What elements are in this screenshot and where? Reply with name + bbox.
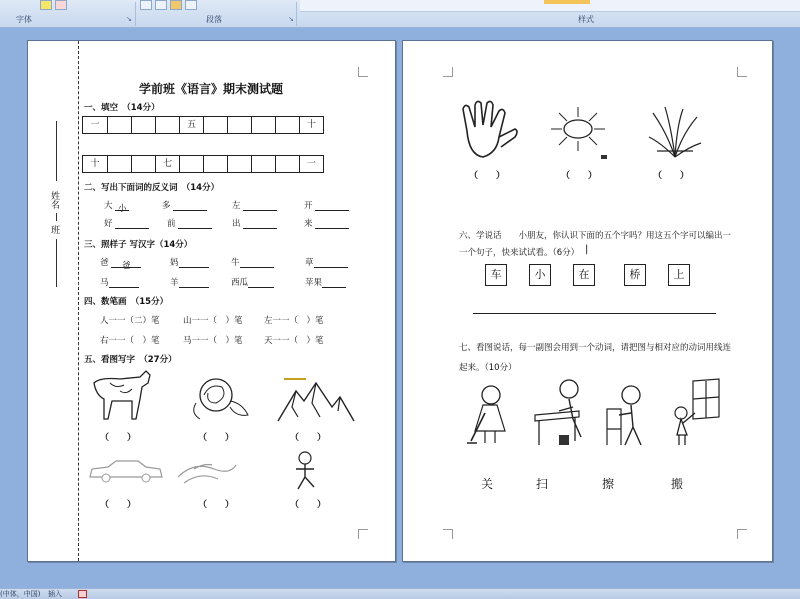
paragraph-dialog-launcher-icon[interactable]: ↘ bbox=[288, 15, 294, 23]
page-title: 学前班《语言》期末测试题 bbox=[139, 82, 284, 96]
crop-mark bbox=[737, 67, 747, 77]
verb-label: 搬 bbox=[671, 477, 684, 491]
verb-label: 擦 bbox=[602, 477, 615, 491]
status-bar bbox=[0, 588, 800, 599]
hand-image bbox=[457, 97, 523, 163]
macro-record-icon[interactable] bbox=[78, 590, 87, 598]
font-toolbar[interactable] bbox=[40, 0, 67, 10]
ribbon bbox=[0, 0, 800, 28]
mountains-image bbox=[276, 377, 356, 425]
boy-wiping-table-image bbox=[533, 377, 595, 449]
section-3-heading: 三、照样子 写汉字（14分） bbox=[84, 240, 193, 250]
styles-gallery[interactable] bbox=[300, 0, 800, 12]
section-6-heading: 六、学说话 小朋友，你认识下面的五个字吗？用这五个字可以编出一 bbox=[459, 231, 732, 241]
char-box: 车 bbox=[485, 264, 507, 286]
section-4-heading: 四、数笔画 （15分） bbox=[84, 297, 169, 307]
font-color-icon[interactable] bbox=[55, 0, 67, 10]
binding-name-label: 姓名 bbox=[49, 191, 59, 209]
section-5-heading: 五、看图写字 （27分） bbox=[84, 355, 177, 365]
wind-image bbox=[174, 457, 240, 487]
paragraph-group-label: 段落 bbox=[206, 15, 222, 24]
crop-mark bbox=[358, 529, 368, 539]
section-2-heading: 二、写出下面词的反义词 （14分） bbox=[84, 183, 220, 193]
section-7-instruction: 起来。（10分） bbox=[459, 363, 517, 373]
styles-group-label: 样式 bbox=[578, 15, 594, 24]
ribbon-separator bbox=[135, 2, 136, 26]
align-center-icon[interactable] bbox=[155, 0, 167, 10]
ribbon-separator bbox=[296, 2, 297, 26]
section-6-instruction: 一个句子，快来试试看。（6分） bbox=[459, 248, 580, 258]
crop-mark bbox=[358, 67, 368, 77]
word-example: 爸 爸 bbox=[100, 256, 141, 268]
document-page-1[interactable]: 姓名 班 学前班《语言》期末测试题 一、填空 （14分） 一 五 十 十 七 一 二、写出下面词的反义词 （14分） 大 小 多 左 开 好 前 出 来 三、照样子 写汉字（14分） 爸 爸 妈 牛 草 马 羊 西瓜 苹果 四、数笔画 （15分） 人一一（二）笔 山一一（ ）笔 左一一（ ）笔 右一一（ ）笔 马一一（ ）笔 天一一（ ）笔 五、看图写字 （27分） （ ） （ ） （ ） （ ） （ ） （ ） bbox=[27, 40, 396, 562]
girl-sweeping-image bbox=[463, 383, 519, 447]
flower-image bbox=[186, 373, 252, 423]
font-dialog-launcher-icon[interactable]: ↘ bbox=[126, 15, 132, 23]
shading-icon[interactable] bbox=[170, 0, 182, 10]
binding-class-label: 班 bbox=[49, 225, 59, 234]
verb-label: 关 bbox=[481, 477, 494, 491]
char-box: 小 bbox=[529, 264, 551, 286]
answer-line bbox=[473, 313, 716, 314]
crop-mark bbox=[443, 529, 453, 539]
paragraph-toolbar[interactable] bbox=[140, 0, 197, 10]
antonym-row-1: 大 小 bbox=[104, 199, 129, 211]
girl-closing-window-image bbox=[667, 377, 721, 449]
child-carrying-chair-image bbox=[603, 383, 659, 449]
section-1-heading: 一、填空 （14分） bbox=[84, 103, 160, 113]
align-left-icon[interactable] bbox=[140, 0, 152, 10]
insert-mode-indicator[interactable]: 插入 bbox=[48, 590, 62, 598]
car-image bbox=[86, 457, 164, 485]
writing-grid-1: 一 五 十 bbox=[82, 116, 324, 134]
char-box: 上 bbox=[668, 264, 690, 286]
highlight-icon[interactable] bbox=[40, 0, 52, 10]
char-box: 在 bbox=[573, 264, 595, 286]
language-indicator[interactable]: (中体，中国) bbox=[0, 590, 41, 598]
section-7-heading: 七、看图说话，每一副图会用到一个动词，请把图与相对应的动词用线连 bbox=[459, 343, 732, 353]
text-cursor[interactable]: | bbox=[585, 244, 589, 255]
crop-mark bbox=[737, 529, 747, 539]
grass-image bbox=[647, 103, 703, 159]
cow-image bbox=[90, 369, 154, 423]
writing-grid-2: 十 七 一 bbox=[82, 155, 324, 173]
crop-mark bbox=[443, 67, 453, 77]
border-icon[interactable] bbox=[185, 0, 197, 10]
sun-image bbox=[547, 105, 609, 161]
document-page-2[interactable]: （ ） （ ） （ ） 六、学说话 小朋友，你认识下面的五个字吗？用这五个字可以编出一 一个句子，快来试试看。（6分） | 车 小 在 桥 上 七、看图说话，每一副图会用到一个动词，请把图与相对应的动词用线连 起来。（10分） 关 扫 擦 搬 bbox=[402, 40, 773, 562]
char-box: 桥 bbox=[624, 264, 646, 286]
child-running-image bbox=[288, 449, 322, 493]
verb-label: 扫 bbox=[536, 477, 549, 491]
binding-margin bbox=[28, 41, 79, 561]
font-group-label: 字体 bbox=[16, 15, 32, 24]
